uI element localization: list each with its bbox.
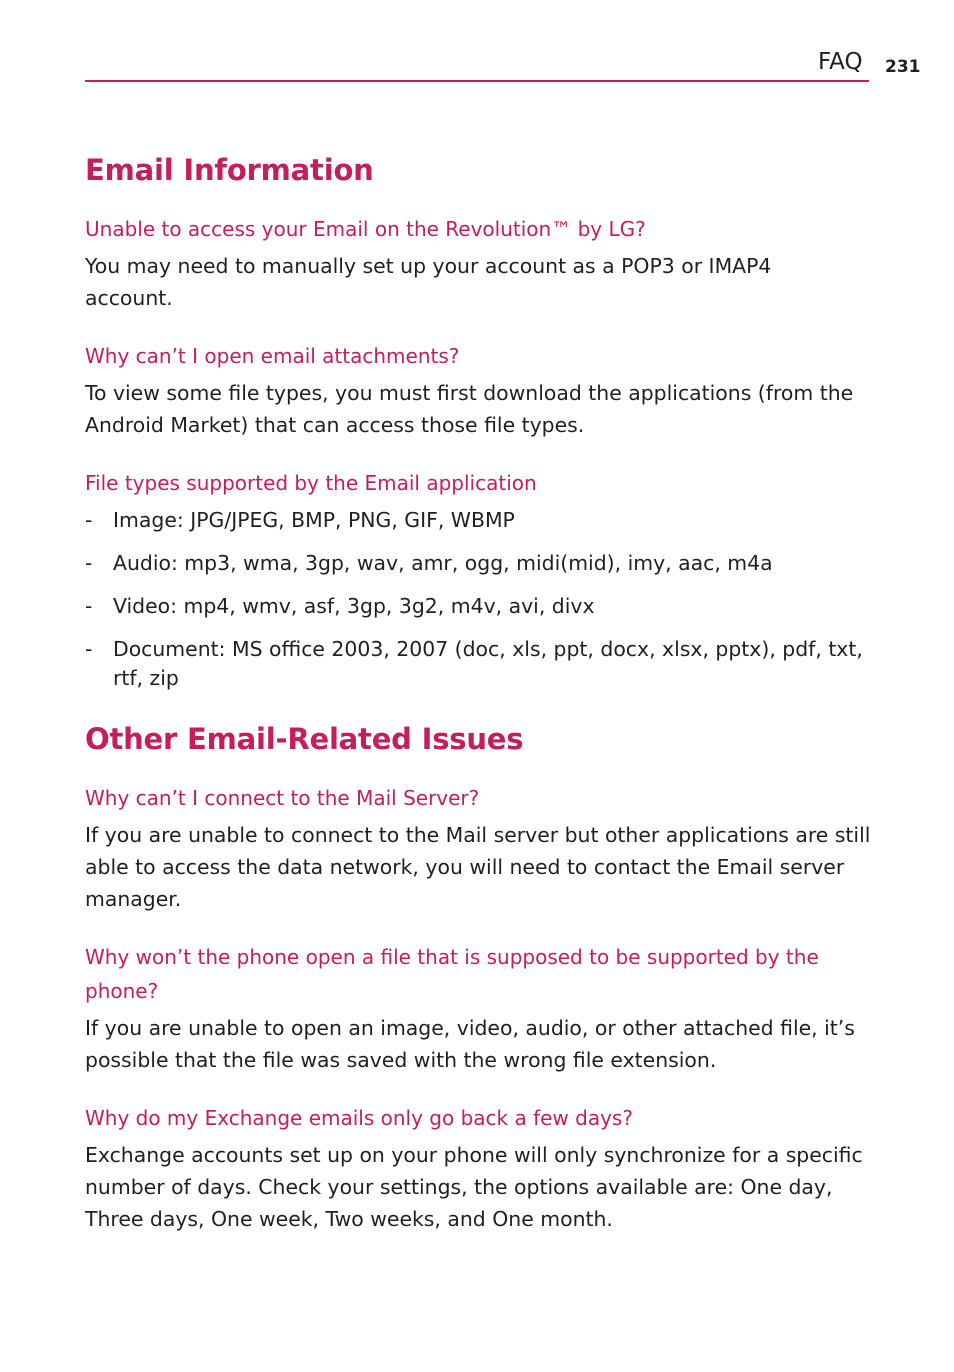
list-item-text: Image: JPG/JPEG, BMP, PNG, GIF, WBMP [113, 508, 515, 532]
faq-item [85, 466, 875, 693]
faq-question: Why can’t I connect to the Mail Server? [85, 786, 480, 810]
list-bullet: - [85, 594, 93, 618]
faq-question: Why do my Exchange emails only go back a few days? [85, 1106, 633, 1130]
faq-answer: Exchange accounts set up on your phone will only synchronize for a specific number of days. Check your settings, the options available are: One day, Three days, One week, Two weeks, and One month. [85, 1143, 863, 1231]
list-item-text: Document: MS office 2003, 2007 (doc, xls, ppt, docx, xlsx, pptx), pdf, txt, rtf, zip [113, 637, 863, 690]
page-number: 231 [885, 57, 921, 77]
list-bullet: - [85, 508, 93, 532]
page-content [85, 150, 875, 1235]
section-email-information [85, 150, 875, 693]
faq-item [85, 339, 875, 441]
section-title: Other Email-Related Issues [85, 722, 524, 756]
list-item [85, 549, 875, 578]
faq-question: File types supported by the Email application [85, 471, 537, 495]
header-section-label: FAQ [818, 49, 863, 75]
faq-answer: You may need to manually set up your account as a POP3 or IMAP4 account. [85, 254, 772, 310]
list-bullet: - [85, 551, 93, 575]
list-item-text: Video: mp4, wmv, asf, 3gp, 3g2, m4v, avi, divx [113, 594, 595, 618]
section-other-email-issues [85, 719, 875, 1235]
file-type-list [85, 506, 875, 693]
section-title: Email Information [85, 153, 374, 187]
list-item [85, 506, 875, 535]
header-divider [85, 80, 869, 82]
faq-question: Why can’t I open email attachments? [85, 344, 460, 368]
list-item [85, 635, 875, 693]
faq-answer: If you are unable to open an image, video, audio, or other attached file, it’s possible that the file was saved with the wrong file extension. [85, 1016, 855, 1072]
list-item [85, 592, 875, 621]
faq-item [85, 940, 875, 1076]
faq-item [85, 781, 875, 915]
faq-answer: If you are unable to connect to the Mail server but other applications are still able to access the data network, you will need to contact the Email server manager. [85, 823, 871, 911]
list-bullet: - [85, 637, 93, 661]
faq-item [85, 212, 875, 314]
list-item-text: Audio: mp3, wma, 3gp, wav, amr, ogg, midi(mid), imy, aac, m4a [113, 551, 773, 575]
faq-item [85, 1101, 875, 1235]
faq-question: Unable to access your Email on the Revolution™ by LG? [85, 217, 646, 241]
faq-answer: To view some file types, you must first download the applications (from the Android Market) that can access those file types. [85, 381, 854, 437]
faq-question: Why won’t the phone open a file that is supposed to be supported by the phone? [85, 945, 819, 1003]
